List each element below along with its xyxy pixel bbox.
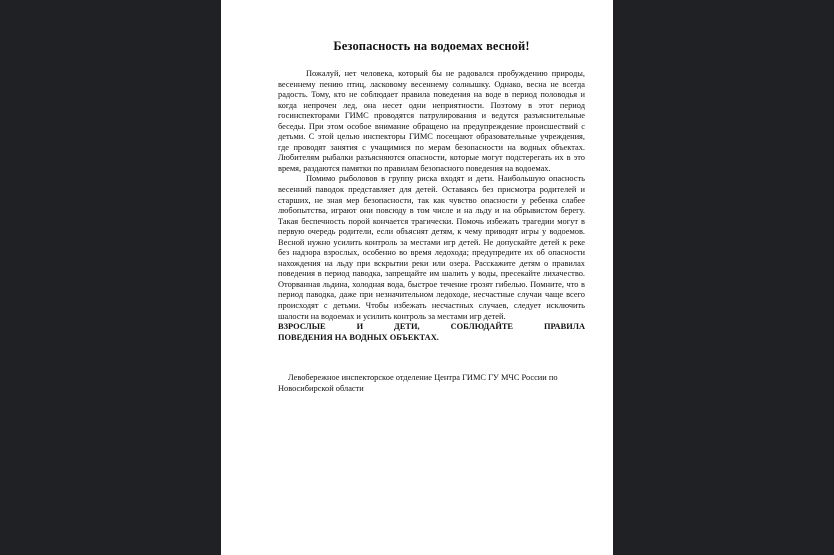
closing-appeal-line-2: ПОВЕДЕНИЯ НА ВОДНЫХ ОБЪЕКТАХ. <box>278 332 439 342</box>
body-paragraph-1: Пожалуй, нет человека, который бы не радовался пробуждению природы, весеннему пению птиц, ласковому весеннему солнышку. Однако, весна не всегда радость. Тому, кто не соблюдает правила поведения на воде в период половодья и когда непрочен лед, она несет одни неприятности. Поэтому в этот период госинспекторами ГИМС проводятся патрулирования и ведутся разъяснительные беседы. При этом особое внимание обращено на предупреждение происшествий с детьми. С этой целью инспекторы ГИМС посещают образовательные учреждения, где проводят занятия с учащимися по мерам безопасности на водных объектах. Любителям рыбалки разъясняются опасности, которые могут подстерегать их в это время, раздаются памятки по правилам безопасного поведения на водоемах. <box>278 69 585 173</box>
signature-block: Левобережное инспекторское отделение Центра ГИМС ГУ МЧС России по Новосибирской области <box>278 373 558 393</box>
body-paragraph-2: Помимо рыболовов в группу риска входят и дети. Наибольшую опасность весенний паводок представляет для детей. Оставаясь без присмотра родителей и старших, не зная мер безопасности, так как чувство опасности у ребенка слабее любопытства, играют они повсюду в том числе и на льду и на обрывистом берегу. Такая беспечность порой кончается трагически. Помочь избежать трагедии могут в первую очередь родители, если объяснят детям, к чему приводят игры у водоемов. Весной нужно усилить контроль за местами игр детей. Не допускайте детей к реке без надзора взрослых, особенно во время ледохода; предупредите их об опасности нахождения на льду при вскрытии реки или озера. Расскажите детям о правилах поведения в период паводка, запрещайте им шалить у воды, пресекайте лихачество. Оторванная льдина, холодная вода, быстрое течение грозят гибелью. Помните, что в период паводка, даже при незначительном ледоходе, несчастные случаи чаще всего происходят с детьми. Чтобы избежать несчастных случаев, следует исключить шалости на водоемах и усилить контроль за местами игр детей. <box>278 174 585 321</box>
document-title: Безопасность на водоемах весной! <box>333 39 530 53</box>
document-page <box>221 0 613 555</box>
document-content <box>278 0 585 394</box>
document-body <box>278 69 585 343</box>
closing-appeal-line-1: ВЗРОСЛЫЕ И ДЕТИ, СОБЛЮДАЙТЕ ПРАВИЛА <box>278 322 585 332</box>
